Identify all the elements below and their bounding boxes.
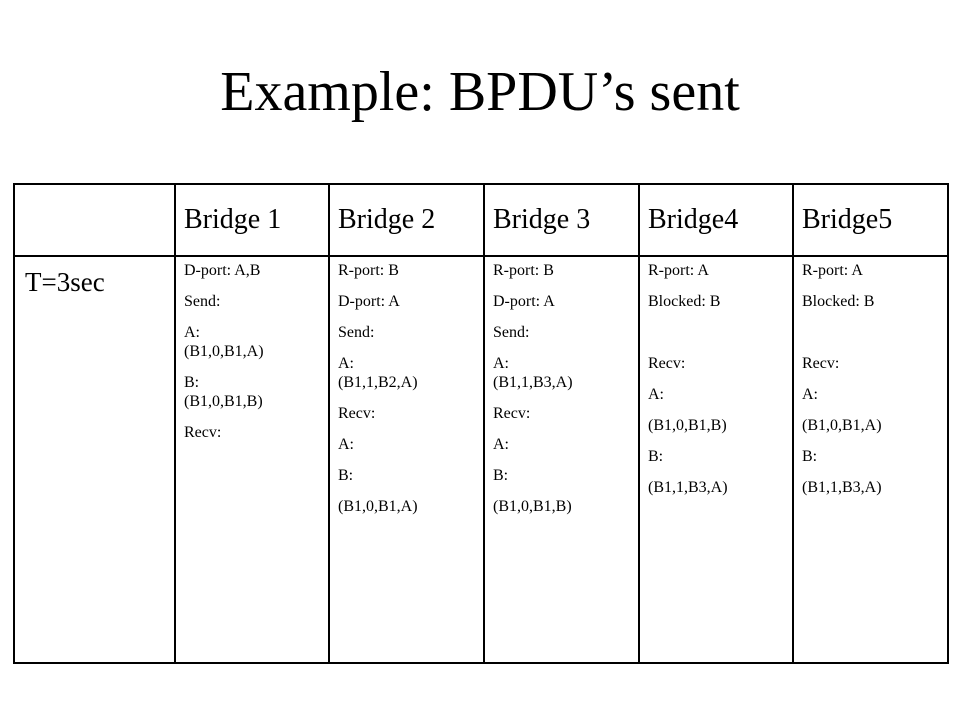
cell-line: Recv: [184,424,222,441]
cell-line: (B1,0,B1,A) [184,343,264,360]
cell-line: Blocked: B [802,293,875,310]
cell-line: (B1,1,B2,A) [338,374,418,391]
cell-line: B: [802,448,818,465]
corner-cell [14,184,175,256]
cell-line: Blocked: B [648,293,721,310]
cell-line: Recv: [338,405,376,422]
cell-bridge-4 [639,256,793,663]
cell-line: Send: [184,293,221,310]
cell-line: B: [338,467,354,484]
header-bridge-4: Bridge4 [639,184,793,256]
header-bridge-5: Bridge5 [793,184,948,256]
bpdu-table [13,183,949,664]
cell-line: A: [493,436,509,453]
cell-bridge-1 [175,256,329,663]
cell-line: (B1,0,B1,A) [802,417,882,434]
cell-line: A: [648,386,664,403]
slide-title: Example: BPDU’s sent [220,61,740,123]
header-bridge-1: Bridge 1 [175,184,329,256]
cell-line: Recv: [493,405,531,422]
cell-line: D-port: A [338,293,400,310]
cell-line: A: [184,324,200,341]
cell-line: (B1,0,B1,B) [184,393,263,410]
cell-line-blank [802,323,947,342]
cell-line: (B1,1,B3,A) [802,479,882,496]
cell-bridge-3 [484,256,639,663]
cell-line: D-port: A,B [184,262,261,279]
cell-line: (B1,1,B3,A) [493,374,573,391]
cell-line: (B1,0,B1,B) [493,498,572,515]
cell-bridge-2 [329,256,484,663]
cell-line: (B1,0,B1,B) [648,417,727,434]
header-bridge-3: Bridge 3 [484,184,639,256]
cell-line: A: [802,386,818,403]
cell-bridge-5 [793,256,948,663]
cell-line: (B1,1,B3,A) [648,479,728,496]
cell-line: R-port: B [493,262,554,279]
cell-line: Send: [493,324,530,341]
cell-line: A: [338,436,354,453]
cell-line: R-port: A [648,262,709,279]
cell-line: B: [493,467,509,484]
cell-line: Send: [338,324,375,341]
cell-line: D-port: A [493,293,555,310]
header-bridge-2: Bridge 2 [329,184,484,256]
cell-line: B: [648,448,664,465]
table-header-row [14,184,948,256]
cell-line: R-port: A [802,262,863,279]
table-row [14,256,948,663]
cell-line-blank [648,323,792,342]
cell-line: (B1,0,B1,A) [338,498,418,515]
cell-line: R-port: B [338,262,399,279]
row-label-t3sec: T=3sec [14,256,175,663]
cell-line: B: [184,374,200,391]
cell-line: Recv: [648,355,686,372]
cell-line: A: [493,355,509,372]
cell-line: A: [338,355,354,372]
cell-line: Recv: [802,355,840,372]
